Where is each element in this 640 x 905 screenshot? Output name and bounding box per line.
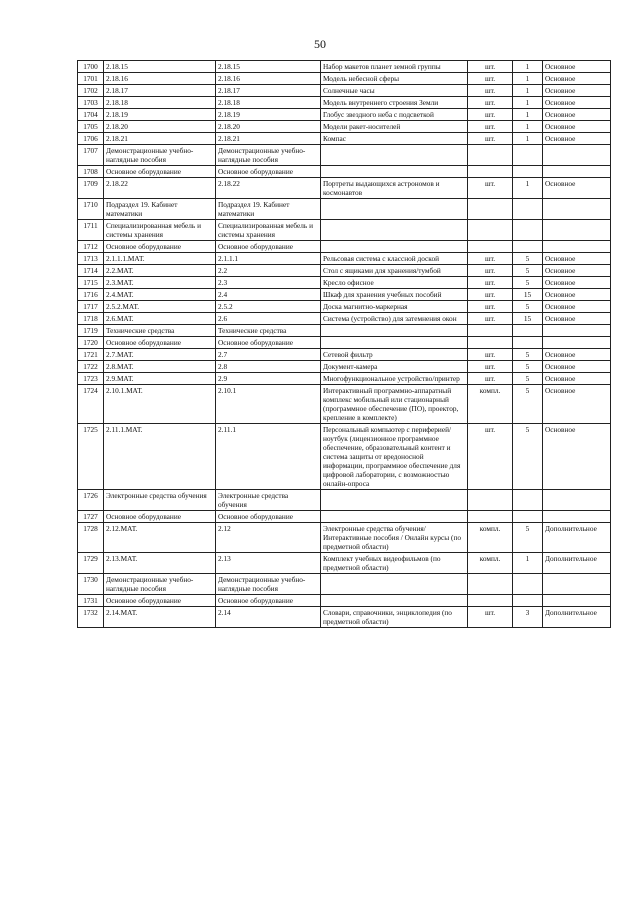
table-row [78,178,611,199]
row-number-cell: 1709 [78,178,104,199]
name-cell: Доска магнитно-маркерная [321,301,468,313]
category-cell: Основное [543,313,611,325]
code-cell: 2.6.МАТ. [104,313,216,325]
code-cell: 2.18.19 [104,109,216,121]
ref-cell: 2.3 [216,277,321,289]
category-cell: Дополнительное [543,607,611,628]
category-cell: Основное [543,385,611,424]
category-cell [543,511,611,523]
name-cell: Интерактивный программно-аппаратный комплекс мобильный или стационарный (программное обеспечение (ПО), проектор, крепление в комплекте) [321,385,468,424]
name-cell [321,595,468,607]
unit-cell: шт. [468,265,513,277]
table-row [78,241,611,253]
quantity-cell [513,166,543,178]
ref-cell: 2.13 [216,553,321,574]
unit-cell: шт. [468,361,513,373]
name-cell: Модели ракет-носителей [321,121,468,133]
name-cell [321,337,468,349]
name-cell [321,241,468,253]
name-cell: Стол с ящиками для хранения/тумбой [321,265,468,277]
category-cell: Основное [543,178,611,199]
unit-cell: компл. [468,385,513,424]
ref-cell: Основное оборудование [216,511,321,523]
table-row [78,199,611,220]
ref-cell: 2.9 [216,373,321,385]
ref-cell: 2.4 [216,289,321,301]
row-number-cell: 1702 [78,85,104,97]
name-cell: Набор макетов планет земной группы [321,61,468,73]
table-row [78,61,611,73]
category-cell: Дополнительное [543,523,611,553]
quantity-cell: 5 [513,385,543,424]
quantity-cell: 1 [513,553,543,574]
category-cell: Основное [543,97,611,109]
name-cell: Модель внутреннего строения Земли [321,97,468,109]
name-cell: Персональный компьютер с периферией/ноутбук (лицензионное программное обеспечение, образовательный контент и система защиты от вредоносной информации, программное обеспечение для цифровой лаборатории, с возможностью онлайн-опроса [321,424,468,490]
table-row [78,121,611,133]
table-row [78,220,611,241]
unit-cell [468,241,513,253]
category-cell: Основное [543,73,611,85]
quantity-cell: 5 [513,277,543,289]
table-row [78,133,611,145]
quantity-cell [513,220,543,241]
unit-cell: компл. [468,553,513,574]
code-cell: 2.12.МАТ. [104,523,216,553]
quantity-cell: 1 [513,133,543,145]
category-cell: Основное [543,109,611,121]
row-number-cell: 1708 [78,166,104,178]
name-cell [321,490,468,511]
ref-cell: 2.18.20 [216,121,321,133]
ref-cell: 2.18.19 [216,109,321,121]
code-cell: 2.18.20 [104,121,216,133]
unit-cell: шт. [468,313,513,325]
row-number-cell: 1717 [78,301,104,313]
ref-cell: Демонстрационные учебно-наглядные пособия [216,574,321,595]
ref-cell: 2.18.16 [216,73,321,85]
code-cell: 2.18.16 [104,73,216,85]
row-number-cell: 1719 [78,325,104,337]
ref-cell: 2.7 [216,349,321,361]
code-cell: Специализированная мебель и системы хранения [104,220,216,241]
quantity-cell: 5 [513,253,543,265]
category-cell [543,199,611,220]
quantity-cell: 1 [513,109,543,121]
category-cell: Основное [543,133,611,145]
code-cell: 2.8.МАТ. [104,361,216,373]
unit-cell: шт. [468,85,513,97]
code-cell: 2.18.21 [104,133,216,145]
table-row [78,109,611,121]
ref-cell: 2.14 [216,607,321,628]
name-cell [321,511,468,523]
row-number-cell: 1713 [78,253,104,265]
row-number-cell: 1700 [78,61,104,73]
unit-cell [468,490,513,511]
row-number-cell: 1711 [78,220,104,241]
code-cell: 2.7.МАТ. [104,349,216,361]
ref-cell: 2.12 [216,523,321,553]
row-number-cell: 1727 [78,511,104,523]
ref-cell: Основное оборудование [216,595,321,607]
unit-cell [468,511,513,523]
unit-cell: шт. [468,277,513,289]
ref-cell: 2.18.17 [216,85,321,97]
code-cell: 2.18.22 [104,178,216,199]
row-number-cell: 1705 [78,121,104,133]
table-row [78,145,611,166]
table-row [78,490,611,511]
table-row [78,337,611,349]
unit-cell: шт. [468,121,513,133]
name-cell: Кресло офисное [321,277,468,289]
ref-cell: 2.18.18 [216,97,321,109]
table-row [78,373,611,385]
code-cell: Электронные средства обучения [104,490,216,511]
name-cell [321,220,468,241]
quantity-cell: 1 [513,121,543,133]
table-row [78,277,611,289]
category-cell [543,220,611,241]
name-cell: Документ-камера [321,361,468,373]
row-number-cell: 1722 [78,361,104,373]
name-cell: Сетевой фильтр [321,349,468,361]
code-cell: 2.5.2.МАТ. [104,301,216,313]
table-row [78,301,611,313]
row-number-cell: 1723 [78,373,104,385]
name-cell: Модель небесной сферы [321,73,468,85]
table-row [78,97,611,109]
unit-cell: шт. [468,373,513,385]
quantity-cell [513,337,543,349]
code-cell: Основное оборудование [104,337,216,349]
unit-cell [468,199,513,220]
ref-cell: 2.10.1 [216,385,321,424]
category-cell: Основное [543,349,611,361]
row-number-cell: 1726 [78,490,104,511]
unit-cell [468,325,513,337]
unit-cell: шт. [468,289,513,301]
quantity-cell [513,595,543,607]
code-cell: Основное оборудование [104,166,216,178]
row-number-cell: 1728 [78,523,104,553]
category-cell [543,145,611,166]
category-cell: Основное [543,361,611,373]
quantity-cell [513,490,543,511]
row-number-cell: 1712 [78,241,104,253]
code-cell: 2.18.18 [104,97,216,109]
page-number: 50 [314,37,326,51]
category-cell: Основное [543,85,611,97]
quantity-cell: 5 [513,301,543,313]
ref-cell: Технические средства [216,325,321,337]
quantity-cell: 3 [513,607,543,628]
quantity-cell [513,145,543,166]
code-cell: Подраздел 19. Кабинет математики [104,199,216,220]
quantity-cell: 5 [513,424,543,490]
table-row [78,511,611,523]
code-cell: 2.13.МАТ. [104,553,216,574]
table-row [78,313,611,325]
quantity-cell: 15 [513,313,543,325]
unit-cell: шт. [468,607,513,628]
code-cell: Технические средства [104,325,216,337]
quantity-cell: 5 [513,265,543,277]
row-number-cell: 1731 [78,595,104,607]
unit-cell: шт. [468,109,513,121]
category-cell [543,337,611,349]
quantity-cell: 5 [513,349,543,361]
name-cell: Многофункциональное устройство/принтер [321,373,468,385]
ref-cell: Специализированная мебель и системы хранения [216,220,321,241]
unit-cell: шт. [468,424,513,490]
row-number-cell: 1710 [78,199,104,220]
quantity-cell [513,241,543,253]
code-cell: 2.14.МАТ. [104,607,216,628]
ref-cell: 2.8 [216,361,321,373]
row-number-cell: 1706 [78,133,104,145]
unit-cell: шт. [468,61,513,73]
unit-cell: шт. [468,253,513,265]
table-row [78,385,611,424]
unit-cell: шт. [468,73,513,85]
code-cell: 2.4.МАТ. [104,289,216,301]
ref-cell: 2.11.1 [216,424,321,490]
name-cell: Рельсовая система с классной доской [321,253,468,265]
unit-cell [468,337,513,349]
category-cell: Основное [543,61,611,73]
quantity-cell: 1 [513,97,543,109]
name-cell [321,199,468,220]
category-cell [543,490,611,511]
category-cell: Основное [543,121,611,133]
name-cell: Шкаф для хранения учебных пособий [321,289,468,301]
quantity-cell: 1 [513,85,543,97]
unit-cell [468,166,513,178]
ref-cell: 2.5.2 [216,301,321,313]
category-cell [543,595,611,607]
row-number-cell: 1703 [78,97,104,109]
unit-cell [468,595,513,607]
ref-cell: 2.1.1.1 [216,253,321,265]
quantity-cell: 5 [513,361,543,373]
table-row [78,73,611,85]
category-cell: Дополнительное [543,553,611,574]
row-number-cell: 1720 [78,337,104,349]
ref-cell: Демонстрационные учебно-наглядные пособия [216,145,321,166]
table-row [78,166,611,178]
row-number-cell: 1701 [78,73,104,85]
quantity-cell: 5 [513,373,543,385]
row-number-cell: 1718 [78,313,104,325]
unit-cell [468,220,513,241]
name-cell: Комплект учебных видеофильмов (по предметной области) [321,553,468,574]
row-number-cell: 1721 [78,349,104,361]
ref-cell: 2.6 [216,313,321,325]
quantity-cell [513,199,543,220]
name-cell: Электронные средства обучения/Интерактивные пособия / Онлайн курсы (по предметной области) [321,523,468,553]
unit-cell: компл. [468,523,513,553]
row-number-cell: 1732 [78,607,104,628]
unit-cell [468,574,513,595]
name-cell: Компас [321,133,468,145]
ref-cell: Основное оборудование [216,337,321,349]
row-number-cell: 1724 [78,385,104,424]
category-cell: Основное [543,373,611,385]
name-cell: Система (устройство) для затемнения окон [321,313,468,325]
quantity-cell: 15 [513,289,543,301]
quantity-cell: 1 [513,178,543,199]
table-row [78,574,611,595]
category-cell [543,574,611,595]
code-cell: Демонстрационные учебно-наглядные пособия [104,145,216,166]
row-number-cell: 1715 [78,277,104,289]
category-cell: Основное [543,289,611,301]
table-row [78,265,611,277]
quantity-cell: 1 [513,73,543,85]
ref-cell: 2.2 [216,265,321,277]
category-cell [543,241,611,253]
table-row [78,361,611,373]
code-cell: 2.2.МАТ. [104,265,216,277]
unit-cell: шт. [468,301,513,313]
category-cell [543,166,611,178]
name-cell: Словари, справочники, энциклопедия (по предметной области) [321,607,468,628]
ref-cell: 2.18.22 [216,178,321,199]
unit-cell [468,145,513,166]
row-number-cell: 1714 [78,265,104,277]
code-cell: 2.11.1.МАТ. [104,424,216,490]
row-number-cell: 1725 [78,424,104,490]
code-cell: 2.18.15 [104,61,216,73]
category-cell: Основное [543,424,611,490]
row-number-cell: 1707 [78,145,104,166]
code-cell: Демонстрационные учебно-наглядные пособия [104,574,216,595]
unit-cell: шт. [468,349,513,361]
ref-cell: Подраздел 19. Кабинет математики [216,199,321,220]
quantity-cell [513,325,543,337]
ref-cell: Основное оборудование [216,166,321,178]
quantity-cell: 1 [513,61,543,73]
code-cell: 2.18.17 [104,85,216,97]
table-row [78,523,611,553]
code-cell: 2.3.МАТ. [104,277,216,289]
unit-cell: шт. [468,178,513,199]
table-row [78,553,611,574]
name-cell [321,145,468,166]
name-cell: Портреты выдающихся астрономов и космонавтов [321,178,468,199]
row-number-cell: 1704 [78,109,104,121]
category-cell: Основное [543,277,611,289]
code-cell: 2.1.1.1.МАТ. [104,253,216,265]
name-cell: Солнечные часы [321,85,468,97]
category-cell: Основное [543,301,611,313]
category-cell: Основное [543,253,611,265]
table-row [78,424,611,490]
name-cell [321,166,468,178]
name-cell [321,325,468,337]
quantity-cell [513,511,543,523]
table-row [78,595,611,607]
name-cell: Глобус звездного неба с подсветкой [321,109,468,121]
equipment-table [77,60,611,628]
category-cell [543,325,611,337]
table-row [78,85,611,97]
table-row [78,349,611,361]
code-cell: 2.9.МАТ. [104,373,216,385]
quantity-cell [513,574,543,595]
category-cell: Основное [543,265,611,277]
ref-cell: Основное оборудование [216,241,321,253]
ref-cell: 2.18.15 [216,61,321,73]
row-number-cell: 1729 [78,553,104,574]
table-row [78,253,611,265]
ref-cell: 2.18.21 [216,133,321,145]
code-cell: Основное оборудование [104,595,216,607]
ref-cell: Электронные средства обучения [216,490,321,511]
code-cell: 2.10.1.МАТ. [104,385,216,424]
name-cell [321,574,468,595]
table-row [78,325,611,337]
code-cell: Основное оборудование [104,241,216,253]
unit-cell: шт. [468,97,513,109]
table-row [78,607,611,628]
row-number-cell: 1730 [78,574,104,595]
quantity-cell: 5 [513,523,543,553]
table-row [78,289,611,301]
code-cell: Основное оборудование [104,511,216,523]
row-number-cell: 1716 [78,289,104,301]
unit-cell: шт. [468,133,513,145]
